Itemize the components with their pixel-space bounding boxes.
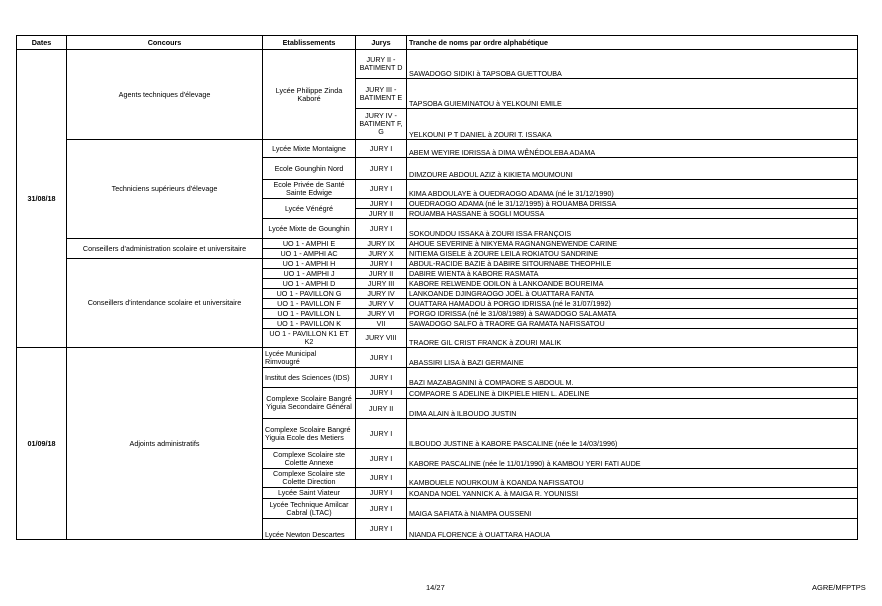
etablissement-cell: Complexe Scolaire ste Colette Annexe [263,449,356,469]
table-row [17,259,858,269]
tranche-cell: ROUAMBA HASSANE à SOGLI MOUSSA [407,209,858,219]
tranche-cell: KABORE RELWENDE ODILON à LANKOANDE BOUREIMA [407,279,858,289]
jury-table [16,35,858,540]
etablissement-cell: Lycée Municipal Rimvougré [263,348,356,368]
etablissement-cell: Institut des Sciences (IDS) [263,368,356,388]
tranche-cell: NIANDA FLORENCE à OUATTARA HAOUA [407,519,858,540]
etablissement-cell: Lycée Saint Viateur [263,488,356,499]
header-dates: Dates [17,36,67,50]
etablissement-cell: Lycée Vénégré [263,199,356,219]
tranche-cell: OUATTARA HAMADOU à PORGO IDRISSA (né le 31/07/1992) [407,299,858,309]
etablissement-cell: Complexe Scolaire Bangré Yiguia Ecole des Metiers [263,419,356,449]
jury-cell: JURY II - BATIMENT D [356,50,407,79]
date-cell: 01/09/18 [17,348,67,540]
jury-cell: JURY IV - BATIMENT F, G [356,109,407,140]
jury-cell: JURY I [356,388,407,399]
tranche-cell: NITIEMA GISELE à ZOURE LEILA ROKIATOU SANDRINE [407,249,858,259]
jury-cell: JURY V [356,299,407,309]
etablissement-cell: Lycée Technique Amilcar Cabral (LTAC) [263,499,356,519]
jury-cell: JURY I [356,348,407,368]
etablissement-cell: Lycée Mixte Montaigne [263,140,356,158]
jury-cell: JURY III [356,279,407,289]
tranche-cell: ABASSIRI LISA à BAZI GERMAINE [407,348,858,368]
jury-cell: JURY I [356,469,407,488]
tranche-cell: SAWADOGO SALFO à TRAORE GA RAMATA NAFISSATOU [407,319,858,329]
jury-cell: JURY I [356,419,407,449]
footer-org: AGRE/MFPTPS [812,583,866,592]
table-row [17,50,858,79]
concours-cell: Conseillers d'administration scolaire et universitaire [67,239,263,259]
jury-cell: JURY VIII [356,329,407,348]
tranche-cell: SAWADOGO SIDIKI à TAPSOBA GUETTOUBA [407,50,858,79]
tranche-cell: KIMA ABDOULAYE à OUEDRAOGO ADAMA (né le 31/12/1990) [407,180,858,199]
tranche-cell: YELKOUNI P T DANIEL à ZOURI T. ISSAKA [407,109,858,140]
tranche-cell: ABDUL-RACIDE BAZIE à DABIRE SITOURNABE THEOPHILE [407,259,858,269]
jury-cell: JURY I [356,180,407,199]
etablissement-cell: UO 1 - AMPHI AC [263,249,356,259]
tranche-cell: KOANDA NOEL YANNICK A. à MAIGA R. YOUNISSI [407,488,858,499]
table-row [17,348,858,368]
concours-cell: Agents techniques d'élevage [67,50,263,140]
tranche-cell: PORGO IDRISSA (né le 31/08/1989) à SAWADOGO SALAMATA [407,309,858,319]
header-row [17,36,858,50]
jury-cell: JURY IV [356,289,407,299]
tranche-cell: TAPSOBA GUIEMINATOU à YELKOUNI EMILE [407,79,858,109]
etablissement-cell: UO 1 - PAVILLON K1 ET K2 [263,329,356,348]
tranche-cell: DIMA ALAIN à ILBOUDO JUSTIN [407,399,858,419]
jury-cell: JURY I [356,219,407,239]
jury-cell: JURY I [356,140,407,158]
etablissement-cell: Lycée Newton Descartes [263,519,356,540]
jury-cell: JURY II [356,399,407,419]
tranche-cell: AHOUE SEVERINE à NIKYEMA RAGNANGNEWENDE CARINE [407,239,858,249]
jury-cell: JURY VI [356,309,407,319]
tranche-cell: KABORE PASCALINE (née le 11/01/1990) à KAMBOU YERI FATI AUDE [407,449,858,469]
etablissement-cell: Complexe Scolaire ste Colette Direction [263,469,356,488]
etablissement-cell: UO 1 - AMPHI H [263,259,356,269]
etablissement-cell: Lycée Mixte de Gounghin [263,219,356,239]
etablissement-cell: UO 1 - PAVILLON G [263,289,356,299]
tranche-cell: ILBOUDO JUSTINE à KABORE PASCALINE (née le 14/03/1996) [407,419,858,449]
etablissement-cell: Complexe Scolaire Bangré Yiguia Secondaire Général [263,388,356,419]
jury-cell: VII [356,319,407,329]
concours-cell: Adjoints administratifs [67,348,263,540]
header-jurys: Jurys [356,36,407,50]
tranche-cell: COMPAORE S ADELINE à DIKPIELE HIEN L. ADELINE [407,388,858,399]
tranche-cell: LANKOANDE DJINGRAOGO JOËL à OUATTARA FANTA [407,289,858,299]
jury-cell: JURY III - BATIMENT E [356,79,407,109]
etablissement-cell: Ecole Gounghin Nord [263,158,356,180]
table-row [17,239,858,249]
date-cell: 31/08/18 [17,50,67,348]
etablissement-cell: UO 1 - PAVILLON K [263,319,356,329]
jury-cell: JURY X [356,249,407,259]
tranche-cell: MAIGA SAFIATA à NIAMPA OUSSENI [407,499,858,519]
table-row [17,140,858,158]
jury-cell: JURY I [356,158,407,180]
page-number: 14/27 [426,583,445,592]
jury-cell: JURY I [356,368,407,388]
jury-cell: JURY I [356,519,407,540]
etablissement-cell: UO 1 - AMPHI D [263,279,356,289]
jury-cell: JURY II [356,209,407,219]
jury-cell: JURY II [356,269,407,279]
tranche-cell: BAZI MAZABAGNINI à COMPAORE S ABDOUL M. [407,368,858,388]
jury-cell: JURY I [356,199,407,209]
jury-cell: JURY I [356,449,407,469]
etablissement-cell: UO 1 - AMPHI E [263,239,356,249]
tranche-cell: SOKOUNDOU ISSAKA à ZOURI ISSA FRANÇOIS [407,219,858,239]
tranche-cell: DIMZOURE ABDOUL AZIZ à KIKIETA MOUMOUNI [407,158,858,180]
tranche-cell: DABIRE WIENTA à KABORE RASMATA [407,269,858,279]
concours-cell: Conseillers d'intendance scolaire et universitaire [67,259,263,348]
jury-cell: JURY I [356,259,407,269]
etablissement-cell: UO 1 - PAVILLON L [263,309,356,319]
tranche-cell: ABEM WEYIRE IDRISSA à DIMA WÊNÉDOLEBA ADAMA [407,140,858,158]
header-concours: Concours [67,36,263,50]
jury-cell: JURY IX [356,239,407,249]
jury-cell: JURY I [356,499,407,519]
etablissement-cell: UO 1 - AMPHI J [263,269,356,279]
tranche-cell: KAMBOUELE NOURKOUM à KOANDA NAFISSATOU [407,469,858,488]
concours-cell: Techniciens supérieurs d'élevage [67,140,263,239]
etablissement-cell: UO 1 - PAVILLON F [263,299,356,309]
etablissement-cell: Ecole Privée de Santé Sainte Edwige [263,180,356,199]
tranche-cell: OUEDRAOGO ADAMA (né le 31/12/1995) à ROUAMBA DRISSA [407,199,858,209]
header-etablissements: Etablissements [263,36,356,50]
jury-cell: JURY I [356,488,407,499]
header-tranche: Tranche de noms par ordre alphabétique [407,36,858,50]
tranche-cell: TRAORE GIL CRIST FRANCK à ZOURI MALIK [407,329,858,348]
etablissement-cell: Lycée Philippe Zinda Kaboré [263,50,356,140]
